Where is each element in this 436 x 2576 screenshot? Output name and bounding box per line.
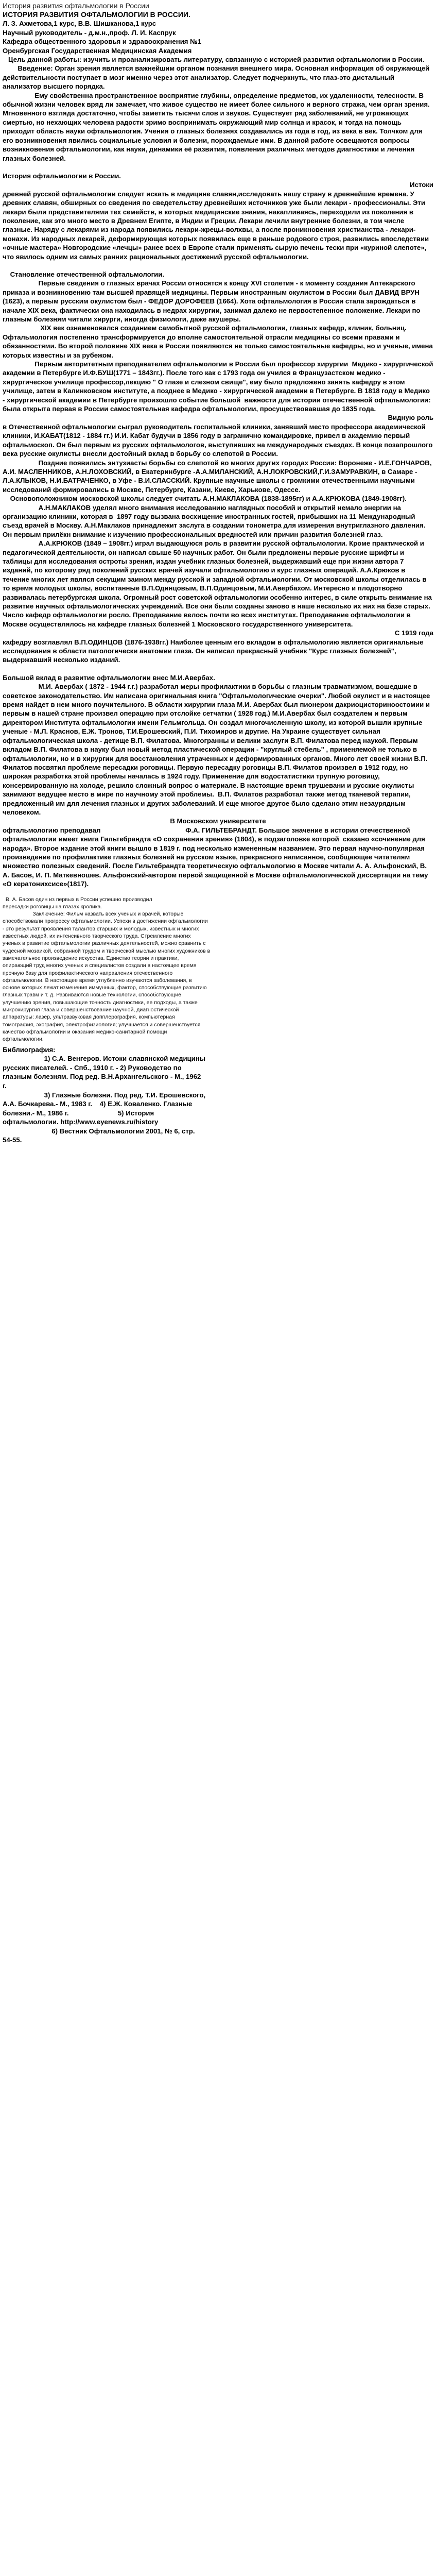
footnote-line: томография, эхография, электрофизиология; улучшается и совершенствуется — [3, 1021, 201, 1028]
article-paragraph: офтальмологию преподавал Ф.А. ГИЛЬТЕБРАНДТ. Большое значение в истории отечественной офтальмологии имеет книга Гильтебрандта «О сохранении зрения» (1804), в подзаголовке которой сказано «сочинение для народа». Второе издание этой книги вышло в 1819 г. под несколько измененным названием. Это первая научно-популярная произведение по профилактике глазных болезней на русском языке, прекрасного написанное, сообщающее читателям множество полезных сведений. После Гильтебрандта теоретическую офтальмологию в Москве читали А. А. Альфонский, В. А. Басов, И. П. Маткевношев. Альфонский-автором первой защищенной в Москве офтальмологической диссертации на тему «О кератонихсисе»(1817). — [3, 826, 430, 888]
article-paragraph: А.А.КРЮКОВ (1849 – 1908гг.) играл выдающуюся роль в развитии русской офтальмологии. Кроме практической и педагогической деятельности, он написал свыше 50 научных работ. Он были предложены первые русские шрифты и таблицы для исследования остроты зрения, издан учебник глазных болезней, выдержавший еще при жизни автора 7 изданий, по которому ряд поколений русских врачей изучали офтальмологию и курс глазных операций. А.А.Крюков в течение многих лет являся секущим заином между русской и западной офтальмологии. От московской школы отделилась в то время молодых школы, воспитанные В.П.Одинцовым, В.П.Одинцовым, М.И.Авербахом. Интересно и плодотворно развивалась петербургская школа. Огромный рост советской офтальмологии особенно интерес, в силе открыть внимание на развитие научных офтальмологических учреждений. Все они были созданы заново в наше несколько их них на базе старых. Число кафедр офтальмологии росло. Преподавание велось почти во всех институтах. Преподавание офтальмологии в Москве осуществлялось на кафедре глазных болезней 1 Московского государственного университета. — [3, 539, 434, 628]
bibliography-entry: 54-55. — [3, 1136, 22, 1144]
article-paragraph: Большой вклад в развитие офтальмологии внес М.И.Авербах. — [3, 673, 215, 682]
article-paragraph: А.Н.МАКЛАКОВ уделял много внимания исследованию наглядных пособий и открытий немало энергии на организацию клиники, которая в 1897 году вызвана восхищение иностранных гостей, прибывших на 11 Международный съезд врачей в Москву. А.Н.Маклаков принадлежит заслуга в создании тонометра для измерения внутриглазного давления. Он первым прилёкн внимание к изучению профессиональных вредностей или причин развития болезней глаз. — [3, 503, 428, 538]
article-paragraph: Истоки — [410, 181, 433, 189]
paragraph-spacer — [3, 665, 433, 673]
article-paragraph: История офтальмологии в России. — [3, 172, 121, 180]
footnote-line: пересадки роговицы на глазах кролика. — [3, 903, 102, 910]
footnote-line: улучшению зрения, повышающие точность диагностики, ее подходы, а также — [3, 999, 198, 1006]
footnote-line: глазных травм и т. д. Развиваются новые технологии, способствующие — [3, 992, 181, 998]
bibliography-entry: г. — [3, 1081, 7, 1090]
footnote-line: - это результат проявления талантов старших и молодых, известных и многих — [3, 925, 199, 932]
article-paragraph: Поздние появились энтузиасты борьбы со слепотой во многих других городах России: Воронеже - И.Е.ГОНЧАРОВ, А.И. МАСЛЕННИКОВ, А.Н.ЛОХОВСКИЙ, в Екатеринбурге -А.А.МИЛАНСКИЙ, А.Н.ЛОКРОВСКИЙ,Г.И.ЗАМУРАВКИН, в Самаре - Л.А.КЛЫКОВ, Н.И.БАТРАЧЕНКО, в Уфе - В.И.СЛАССКИЙ. Крупные научные школы с громкими отечественными научными исследований формировались в Москве, Петербурге, Казани, Киеве, Харькове, Одессе. — [3, 459, 434, 494]
footnote — [3, 896, 433, 1043]
paragraph-spacer — [3, 261, 433, 270]
article-paragraph: Становление отечественной офтальмологии. — [3, 270, 164, 278]
footnote-line: способствовали прогрессу офтальмологии. Успехи в достижении офтальмологии — [3, 918, 208, 925]
footnote-line: ученых в развитие офтальмологии различных деятельностей, можно сравнить с — [3, 940, 206, 947]
article-paragraph: Основоположником московской школы следует считать А.Н.МАКЛАКОВА (1838-1895гг) и А.А.КРЮКОВА (1849-1908гг). — [3, 495, 407, 503]
bibliography-entry: 3) Глазные болезни. Под ред. Т.И. Ерошевского, — [3, 1091, 206, 1099]
paragraph-spacer — [3, 163, 433, 172]
bibliography-entries — [3, 1054, 433, 1145]
footnote-line: офтальмологии. В настоящее время углубленно изучаются заболевания, в — [3, 977, 192, 984]
article-university: Оренбургская Государственная Медицинская Академия — [3, 46, 192, 55]
bibliography-entry: 1) С.А. Венгеров. Истоки славянской медицины — [3, 1055, 205, 1063]
footnote-line: замечательное произведение искусства. Единство теории и практики, — [3, 955, 179, 961]
article-paragraph: в Отечественной офтальмологии сыграл руководитель госпитальной клиники, занявший место профессора академической клиники, И.КАБАТ(1812 - 1884 гг.) И.И. Кабат будучи в 1856 году в загранично командировке, привел в академию первый офтальмоскоп. Он был первым из русских офтальмологов, выступивших на международных съездах. В конце позапрошлого века русские окулисты внесли достойный вклад в борьбу со слепотой в России. — [3, 422, 435, 458]
footnote-line: основе которых лежат изменения иммунных, фактор, способствующие развитию — [3, 985, 207, 991]
article-paragraph: Ему свойственна пространственное восприятие глубины, определение предметов, их удаленности, телесности. В обычной жизни человек вряд ли замечает, что живое существо не имеет более сильного и верного стража, чем орган зрения. Мгновенного взгляда достаточно, чтобы заметить тысячи слов и звуков. Существует ряд заболеваний, не угрожающих смертью, но нехающих человека радости зримо воспринимать окружающий мир солнца и красок, и тогда на помощь приходит область науки офтальмология. Учения о глазных болезнях создавались из года в год, из века в век. Толчком для его возникновения явились социальные условия и болезни, порождаемые ими. В данной работе освещаются вопросы возникновения офтальмологии, как науки, динамики её развития, появления различных методов диагностики и лечения глазных болезней. — [3, 91, 432, 162]
footnote-line: аппаратуры: лазер, ультразвуковая допплерография, компьютерная — [3, 1014, 175, 1021]
article-department: Кафедра общественного здоровья и здравоохранения №1 — [3, 38, 202, 46]
article-paragraph: М.И. Авербах ( 1872 - 1944 г.г.) разработал меры профилактики в борьбы с глазным травматизмом, вошедшие в советское законодательство. Им написана оригинальная книга "Офтальмологические очерки". Любой окулист и в настоящее время найдет в нем много поучительного. В области хирургии глаза М.И. Авербах был пионером дакриоцисториноостомии и первым в нашей стране произвел операцию при отслойке сетчатки ( 1928 год.) М.И.Авербах был создателем и первым директором Института офтальмологии имени Гельмгольца. Он создал многочисленную школу, из которой вышли крупные ученые - М.Л. Краснов, Е.Ж. Тронов, Т.И.Ерошевский, П.И. Тихомиров и другие. На Украине существует сильная офтальмологическая школа - детище В.П. Филатова. Многогранны и велики заслуги В.П. Филатова перед наукой. Первым вкладом В.П. Филатова в науку был новый метод пластической операции - "круглый стебель" , применяемой не только в офтальмологии, но и в хирургии для восстановления утраченных и деформированных органов. Много лет своей жизни В.П. Филатов посвятил проблеме пересадки роговицы. Первую пересадку роговицы В.П. Филатов произвел в 1912 году, но широкая разработка этой проблемы началась в 1924 году. Применение для водостатистики трупную роговицу, консервированную на холоде, решило сложный вопрос о материале. В настоящие время трушевани и русские окулисты занимают ведущее место в мире по научному этой проблемы. В.П. Филатов разработал также метод тканевой терапии, предложенный им для лечения глазных и других заболеваний. И еще многое другое было сделано этим незаурядным человеком. — [3, 683, 432, 816]
footnote-line: опирающий труд многих ученых и специалистов создали в настоящее время — [3, 962, 197, 969]
footnote-line: прочную базу для профилактического направления отечественного — [3, 970, 173, 976]
bibliography-entry: болезни.- М., 1986 г. 5) История — [3, 1109, 154, 1117]
footnote-line: Заключение: Фильм назвать всех ученых и врачей, которые — [3, 911, 184, 918]
bibliography-entry: русских писателей. - Спб., 1910 г. - 2) Руководство по — [3, 1063, 182, 1072]
article-paragraph: XIX век ознаменовался созданием самобытной русской офтальмологии, глазных кафедр, клиник, больниц. Офтальмология постепенно трансформируется до вполне самостоятельной отрасли медицины со всеми правами и обязанностями. Во второй половине XIX века в России появляются не только самостоятельные кафедры, но и ученые, имена которых известны и за рубежом. — [3, 324, 435, 359]
article-paragraph: Видную роль — [388, 414, 433, 422]
footnote-line: офтальмологии. — [3, 1036, 44, 1043]
article-body — [3, 10, 433, 889]
footnote-line: В. А. Басов один из первых в России успешно производил — [3, 896, 152, 903]
bibliography-entry: глазным болезням. Под ред. В.Н.Архангельского - М., 1962 — [3, 1073, 201, 1081]
article-paragraph: кафедру возглавлял В.П.ОДИНЦОВ (1876-1938гг.) Наиболее ценным его вкладом в офтальмологию является оригинальные исследования в области патологически анатомии глаза. Он написал прекрасный учебник "Курс глазных болезней", выдержавший несколько изданий. — [3, 638, 426, 664]
site-title: История развития офтальмологии в России — [3, 2, 149, 10]
article-paragraph: древней русской офтальмологии следует искать в медицине славян,исследовать нашу страну в древнейшие времена. У древних славян, обширных со сведения по сведетельству древнейших источников уже были лекари - профессионалы. Эти лекари были представителями тех семейств, в которых медицинские знания, накапливаясь, переходили из поколения в поколение, как это много место в Древнем Египте, в Индии и Греции. Лекари лечили внутренние болезни, в том числе глазные. Наряду с лекарями из народа появились лекари-жрецы-волхвы, а после проникновения христианства - лекари-монахи. Из народных лекарей, деформирующая которых появилась еще в раньше родового строя, развились впоследствии «очные мастера» Новгородские «лечцы» ранее всех в Европе стали применять сырую печень тески при «куриной слепоте», что явилось одним из самых ранних рациональных достижений русской офтальмологии. — [3, 190, 431, 261]
article-paragraph: Цель данной работы: изучить и проанализировать литературу, связанную с историей развития офтальмологии в России. — [3, 56, 425, 64]
bibliography-entry: А.А. Бочкарева.- М., 1983 г. 4) Е.Ж. Коваленко. Глазные — [3, 1100, 193, 1108]
footnote-line: чудесной мозаикой, собранной трудом и творческой мыслью многих художников в — [3, 947, 211, 954]
footnote-line: известных людей, их интенсивного творческого труда. Стремление многих — [3, 933, 191, 940]
article-paragraph: Первые сведения о глазных врачах России относятся к концу XVI столетия - к моменту создания Аптекарского приказа и возникновению там высшей правящей медицины. Первым иностранным окулистом в России был ДАВИД ВРУН (1623), а первым русским окулистом был - ФЕДОР ДОРОФЕЕВ (1664). Хота офтальмология в России стала зарождаться в начале XIX века, фактически она находилась в недрах хирургии, занимая далеко не первостепенное положение. Лекари по глазным болезням читали хирурги, иногда физиологи, даже акушеры. — [3, 279, 423, 323]
article-paragraph: С 1919 года — [394, 629, 433, 637]
article-paragraph: В Московском университете — [170, 817, 266, 825]
footnote-line: качество офтальмологии и оказания медико-санитарной помощи — [3, 1028, 167, 1035]
bibliography-entry: офтальмологии. http://www.eyenews.ru/history — [3, 1118, 159, 1126]
bibliography — [3, 1045, 433, 1145]
article-paragraph: Введение: Орган зрения является важнейшим органом познания внешнего мира. Основная информация об окружающей действительности поступает в мозг именно через этот анализатор. Следует подчеркнуть, что глаз-это дистальный анализатор высшего порядка. — [3, 64, 431, 91]
article-paragraph: Первым авторитетным преподавателем офтальмологии в России был профессор хирургии Медико - хирургической академии в Петербурге И.Ф.БУШ(1771 – 1843гг.). После того как с 1793 года он учился в Французастском медико - хирургическое училище профессор,лекцию " О глазе и слезном свище", ему было предложено занять кафедру в этом училище, затем в Калинковском институте, а позднее в Медико - хирургической академии в Петербурге. В 1818 году в Медико - хирургической академии в Петербурге произошло событие большой важности для истории отечественной офтальмологии: была открыта первая в России самостоятельная кафедра офтальмологии, просуществовавшая до 1835 года. — [3, 360, 435, 413]
article-authors: Л. З. Ахметова,1 курс, В.В. Шишканова,1 курс — [3, 20, 156, 28]
bibliography-label: Библиография: — [3, 1045, 56, 1054]
article-paragraphs — [3, 55, 433, 889]
bibliography-entry: 6) Вестник Офтальмологии 2001, № 6, стр. — [3, 1127, 195, 1135]
footnote-line: микрохирургия глаза и совершенствование научной, диагностической — [3, 1007, 179, 1013]
article-supervisor: Научный руководитель - д.м.н.,проф. Л. И. Каспрук — [3, 28, 176, 37]
article-title: ИСТОРИЯ РАЗВИТИЯ ОФТАЛЬМОЛОГИИ В РОССИИ. — [3, 10, 190, 19]
